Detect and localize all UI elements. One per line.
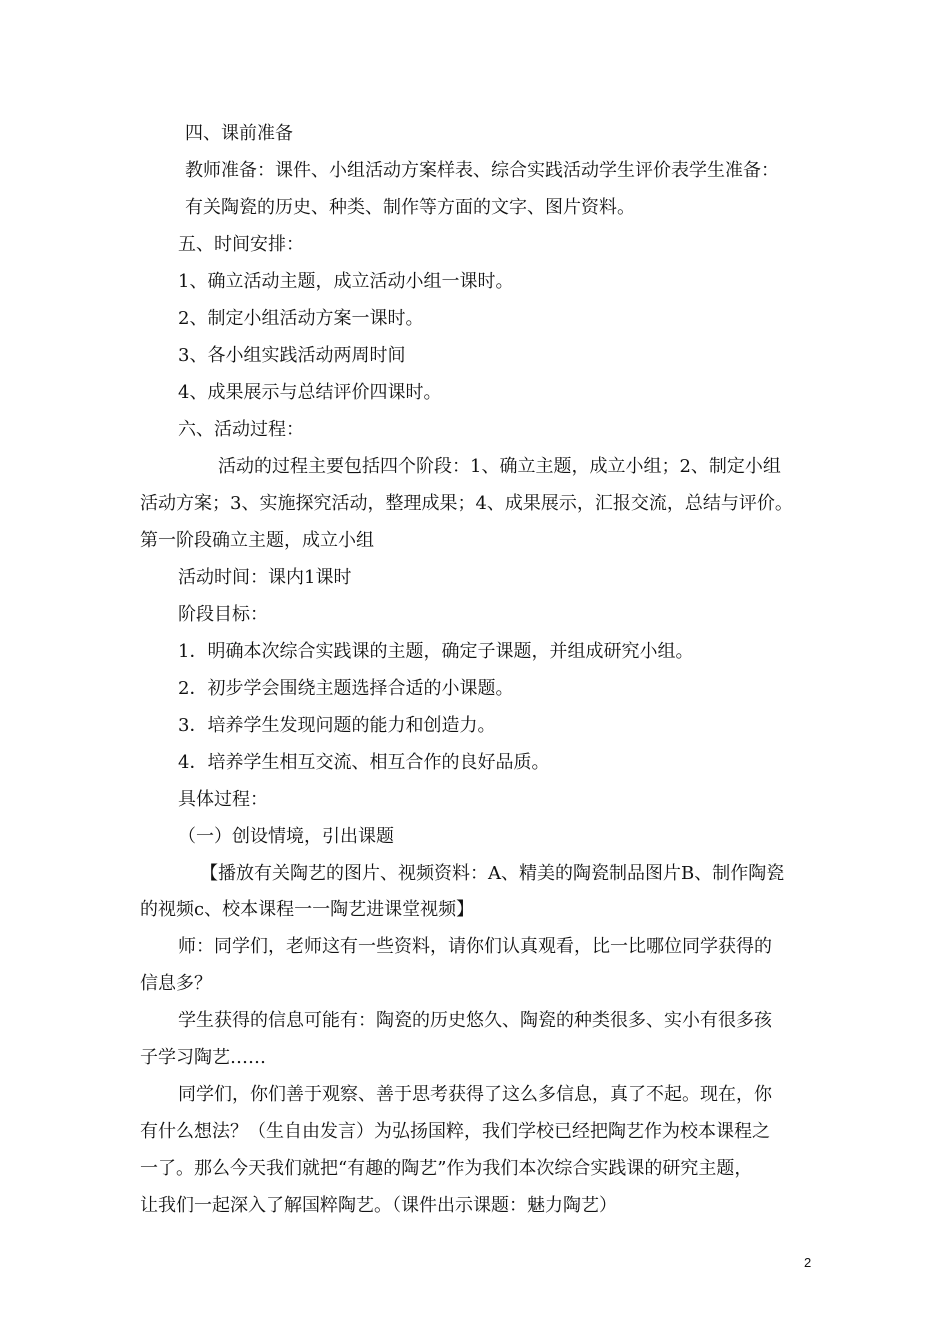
paragraph-line: 具体过程：: [178, 789, 268, 810]
list-item: 3．培养学生发现问题的能力和创造力。: [178, 715, 496, 736]
list-item: 4、成果展示与总结评价四课时。: [178, 382, 442, 403]
paragraph-line: 学生获得的信息可能有：陶瓷的历史悠久、陶瓷的种类很多、实小有很多孩: [178, 1010, 772, 1031]
paragraph-line: 有关陶瓷的历史、种类、制作等方面的文字、图片资料。: [185, 197, 635, 218]
subheading: （一）创设情境，引出课题: [178, 826, 394, 847]
list-item: 3、各小组实践活动两周时间: [178, 345, 406, 366]
paragraph-line: 有什么想法？（生自由发言）为弘扬国粹，我们学校已经把陶艺作为校本课程之: [140, 1121, 770, 1142]
paragraph-line: 一了。那么今天我们就把“有趣的陶艺”作为我们本次综合实践课的研究主题，: [140, 1158, 753, 1179]
paragraph-line: 活动方案；3、实施探究活动，整理成果；4、成果展示，汇报交流，总结与评价。: [140, 493, 793, 514]
paragraph-line: 阶段目标：: [178, 604, 268, 625]
section-heading-schedule: 五、时间安排：: [178, 234, 304, 255]
list-item: 2．初步学会围绕主题选择合适的小课题。: [178, 678, 514, 699]
paragraph-line: 让我们一起深入了解国粹陶艺。（课件出示课题：魅力陶艺）: [140, 1195, 617, 1216]
paragraph-line: 子学习陶艺……: [140, 1047, 266, 1068]
paragraph-line: 的视频c、校本课程一一陶艺进课堂视频】: [140, 899, 475, 920]
paragraph-line: 教师准备：课件、小组活动方案样表、综合实践活动学生评价表学生准备：: [185, 160, 779, 181]
paragraph-line: 师：同学们，老师这有一些资料，请你们认真观看，比一比哪位同学获得的: [178, 936, 772, 957]
paragraph-line: 活动时间：课内1课时: [178, 567, 352, 588]
page-number: 2: [804, 1255, 812, 1270]
list-item: 1、确立活动主题，成立活动小组一课时。: [178, 271, 514, 292]
list-item: 4．培养学生相互交流、相互合作的良好品质。: [178, 752, 550, 773]
paragraph-line: 同学们，你们善于观察、善于思考获得了这么多信息，真了不起。现在，你: [178, 1084, 772, 1105]
section-heading-process: 六、活动过程：: [178, 419, 304, 440]
paragraph-line: 活动的过程主要包括四个阶段：1、确立主题，成立小组；2、制定小组: [218, 456, 781, 477]
stage-heading: 第一阶段确立主题，成立小组: [140, 530, 374, 551]
paragraph-line: 信息多？: [140, 973, 212, 994]
paragraph-line: 【播放有关陶艺的图片、视频资料：A、精美的陶瓷制品图片B、制作陶瓷: [200, 863, 785, 884]
list-item: 1．明确本次综合实践课的主题，确定子课题，并组成研究小组。: [178, 641, 694, 662]
section-heading-preparation: 四、课前准备: [185, 123, 293, 144]
list-item: 2、制定小组活动方案一课时。: [178, 308, 424, 329]
